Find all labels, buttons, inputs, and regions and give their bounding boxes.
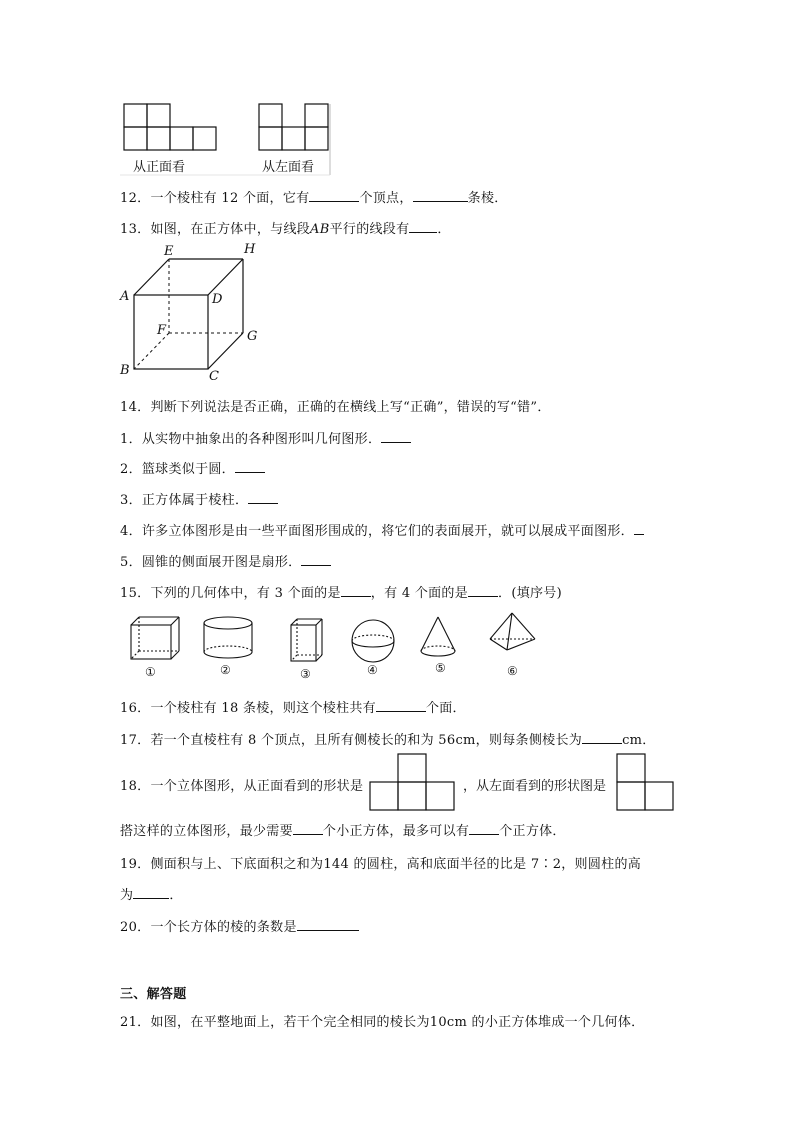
q17-text-a: 17．若一个直棱柱有 8 个顶点，且所有侧棱长的和为 56cm，则每条侧棱长为 (120, 733, 583, 748)
question-19-line-1: 19．侧面积与上、下底面积之和为144 的圆柱，高和底面半径的比是 7∶2，则圆柱的高 (120, 857, 642, 872)
question-18-text-a: 18．一个立体图形，从正面看到的形状是 (120, 779, 364, 794)
q13-segment: AB (310, 222, 330, 237)
q14-item-4-text: 4．许多立体图形是由一些平面图形围成的，将它们的表面展开，就可以展成平面图形． (120, 524, 634, 539)
q20-text-a: 20．一个长方体的棱的条数是 (120, 920, 297, 935)
q18-text-d: 个小正方体，最多可以有 (322, 824, 470, 839)
q12-text-a: 12．一个棱柱有 12 个面，它有 (120, 191, 310, 206)
solid-2-label: ② (220, 663, 231, 677)
q18-blank-min[interactable] (293, 822, 323, 835)
q12-text-c: 条棱． (467, 191, 508, 206)
left-view-caption: 从左面看 (262, 160, 315, 175)
solid-5-label: ⑤ (435, 661, 446, 675)
question-14-intro: 14．判断下列说法是否正确，正确的在横线上写“正确”，错误的写“错”． (120, 400, 551, 415)
cube-label-g: G (247, 329, 258, 344)
q18-text-e: 个正方体． (499, 824, 566, 839)
q19-blank[interactable] (133, 886, 169, 899)
q16-text-a: 16．一个棱柱有 18 条棱，则这个棱柱共有 (120, 701, 376, 716)
q19-text-c: ． (169, 888, 183, 903)
question-18-line-2 (120, 820, 566, 839)
solid-1-label: ① (145, 665, 156, 679)
q15-text-a: 15．下列的几何体中，有 3 个面的是 (120, 586, 341, 601)
solid-3-label: ③ (300, 667, 311, 681)
q14-item-2-text: 2．篮球类似于圆． (120, 462, 235, 477)
q13-text-b: 平行的线段有 (329, 222, 410, 237)
cube-label-f: F (157, 323, 167, 338)
cube-label-b: B (120, 363, 130, 378)
solid-4-label: ④ (367, 663, 378, 677)
front-view-caption: 从正面看 (133, 160, 186, 175)
question-18-text-b: ，从左面看到的形状图是 (463, 779, 607, 794)
q13-text-a: 13．如图，在正方体中，与线段 (120, 222, 311, 237)
q20-blank[interactable] (297, 918, 359, 931)
cube-label-h: H (244, 242, 256, 257)
cube-label-d: D (212, 292, 223, 307)
q12-text-b: 个顶点， (359, 191, 413, 206)
question-21: 21．如图，在平整地面上，若干个完全相同的棱长为10cm 的小正方体堆成一个几何体． (120, 1015, 645, 1030)
q14-item-5-text: 5．圆锥的侧面展开图是扇形． (120, 555, 302, 570)
solid-6-label: ⑥ (507, 664, 518, 678)
question-20 (120, 916, 359, 935)
cube-label-c: C (209, 369, 219, 384)
q14-item-1-text: 1．从实物中抽象出的各种图形叫几何图形． (120, 432, 382, 447)
q17-text-b: cm． (622, 733, 656, 748)
cube-label-e: E (164, 244, 174, 259)
cube-label-a: A (120, 289, 130, 304)
q19-text-b: 为 (120, 888, 134, 903)
q14-item-3-text: 3．正方体属于棱柱． (120, 493, 249, 508)
q18-blank-max[interactable] (469, 822, 499, 835)
section-3-title: 三、解答题 (120, 987, 187, 1002)
question-19-line-2 (120, 884, 183, 903)
q18-text-c: 搭这样的立体图形，最少需要 (120, 824, 293, 839)
q15-text-b: ，有 4 个面的是 (370, 586, 469, 601)
q16-text-b: 个面． (425, 701, 466, 716)
q15-text-c: ．(填序号) (498, 586, 562, 601)
q13-text-c: ． (437, 222, 451, 237)
